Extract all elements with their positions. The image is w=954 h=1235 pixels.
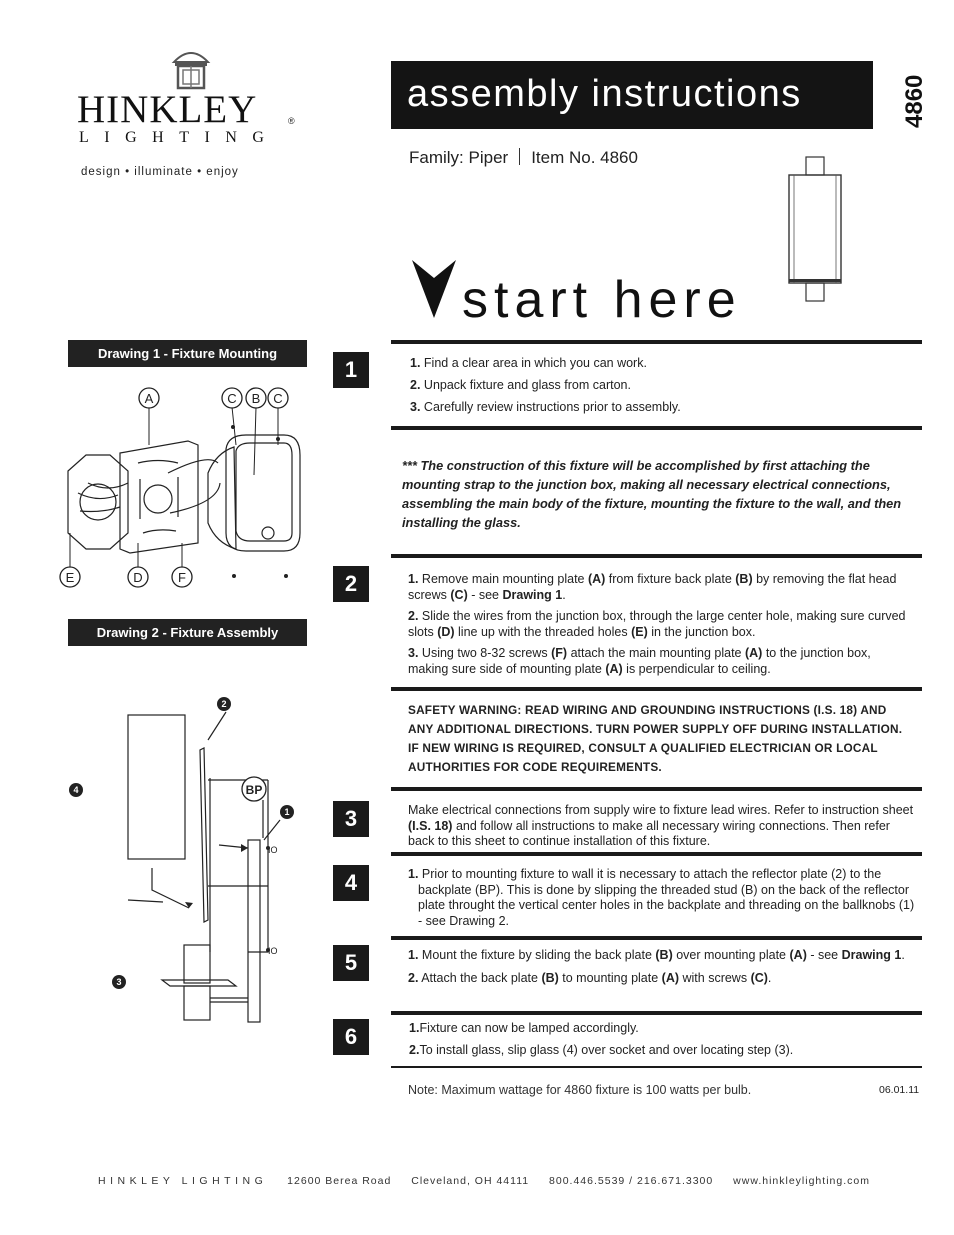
brand-sub: LIGHTING (79, 129, 280, 146)
step-5-badge: 5 (333, 945, 369, 981)
svg-text:IO: IO (268, 946, 278, 956)
step-2-badge: 2 (333, 566, 369, 602)
rule-1 (391, 340, 922, 344)
safety-warning: SAFETY WARNING: READ WIRING AND GROUNDING INSTRUCTIONS (I.S. 18) AND ANY ADDITIONAL DIRECTIONS. TURN POWER SUPPLY OFF DURING INSTALLATION. IF NEW WIRING IS REQUIRED, CONSULT A QUALIFIED ELECTRICIAN OR LOCAL AUTHORITIES FOR CODE REQUIREMENTS. (408, 703, 903, 774)
start-here-heading: start here (462, 271, 742, 329)
drawing-1-title: Drawing 1 - Fixture Mounting (68, 340, 307, 367)
label-e: E (65, 570, 75, 585)
step-6-text: 1.Fixture can now be lamped accordingly. 2.To install glass, slip glass (4) over socket and over locating step (3). (409, 1021, 794, 1057)
step-3-badge: 3 (333, 801, 369, 837)
step-2-text: 1. Remove main mounting plate (A) from fixture back plate (B) by removing the flat head screws (C) - see Drawing 1. 2. Slide the wires from the junction box, through the large center hole, making sure curved slots (D) line up with the threaded holes (E) in the junction box. 3. Using two 8-32 screws (F) attach the main mounting plate (A) to the junction box, making sure side of mounting plate (A) is perpendicular to ceiling. (408, 572, 906, 676)
label-f: F (178, 570, 186, 585)
item-number-vertical (880, 66, 944, 130)
lantern-logo-icon (166, 44, 216, 92)
step-1-text: 1. Find a clear area in which you can work. 2. Unpack fixture and glass from carton. 3. Carefully review instructions prior to assembly. (410, 356, 681, 414)
label-a: A (144, 391, 154, 406)
step-4-badge: 4 (333, 865, 369, 901)
fixture-thumbnail (786, 155, 846, 305)
step-4-text: 1. Prior to mounting fixture to wall it is necessary to attach the reflector plate (2) to the backplate (BP). This is done by slipping the threaded stud (B) on the back of the reflector plate throught the vertical center holes in the backplate and threading on the ballknobs (1) - see Drawing 2. (408, 867, 915, 928)
footer-company: HINKLEY LIGHTING (98, 1175, 268, 1187)
drawing-2-fixture-assembly (58, 690, 320, 1030)
item-label: Item No. 4860 (531, 148, 638, 167)
family-label: Family: Piper (409, 148, 509, 167)
brand-name: HINKLEY (77, 88, 258, 131)
step-3-text: Make electrical connections from supply wire to fixture lead wires. Refer to instruction sheet (I.S. 18) and follow all instructions to make all necessary wiring connections. Then refer back to this sheet to continue installation of this fixture. (408, 803, 914, 848)
rule-9 (391, 1066, 922, 1068)
separator (519, 148, 520, 165)
label-d: D (133, 570, 143, 585)
label-c-right: C (273, 391, 283, 406)
footer-website[interactable]: www.hinkleylighting.com (733, 1175, 870, 1187)
construction-note: *** The construction of this fixture will be accomplished by first attaching the mounting strap to the junction box, making all necessary electrical connections, assembling the main body of the fixture, mounting the fixture to the wall, and then installing the glass. (402, 458, 902, 530)
start-arrow-icon (410, 258, 458, 320)
step-1-badge: 1 (333, 352, 369, 388)
wattage-note: Note: Maximum wattage for 4860 fixture is 100 watts per bulb. (408, 1083, 752, 1097)
registered-mark: ® (288, 116, 295, 126)
brand-tagline: design • illuminate • enjoy (81, 166, 239, 178)
footer-city: Cleveland, OH 44111 (411, 1175, 530, 1187)
footer-address: 12600 Berea Road (287, 1175, 392, 1187)
rule-3 (391, 554, 922, 558)
rule-2 (391, 426, 922, 430)
family-line (409, 148, 638, 168)
page-title: assembly instructions (407, 73, 802, 115)
label-b: B (251, 391, 261, 406)
rule-6 (391, 852, 922, 856)
drawing-2-title: Drawing 2 - Fixture Assembly (68, 619, 307, 646)
step-6-badge: 6 (333, 1019, 369, 1055)
label-3: 3 (116, 977, 122, 987)
step-5-text: 1. Mount the fixture by sliding the back plate (B) over mounting plate (A) - see Drawing 1. 2. Attach the back plate (B) to mounting plate (A) with screws (C). (408, 948, 905, 985)
label-c-left: C (227, 391, 237, 406)
item-number-text: 4860 (901, 74, 928, 128)
drawing-1-fixture-mounting (58, 383, 320, 593)
label-2: 2 (221, 699, 227, 709)
label-bp: BP (245, 783, 263, 797)
footer-phone: 800.446.5539 / 216.671.3300 (549, 1175, 714, 1187)
rule-8 (391, 1011, 922, 1015)
revision-date: 06.01.11 (879, 1084, 920, 1096)
svg-text:IO: IO (268, 845, 278, 855)
rule-7 (391, 936, 922, 940)
label-4: 4 (73, 785, 79, 795)
label-1: 1 (284, 807, 290, 817)
footer (98, 1175, 886, 1187)
rule-5 (391, 787, 922, 791)
rule-4 (391, 687, 922, 691)
